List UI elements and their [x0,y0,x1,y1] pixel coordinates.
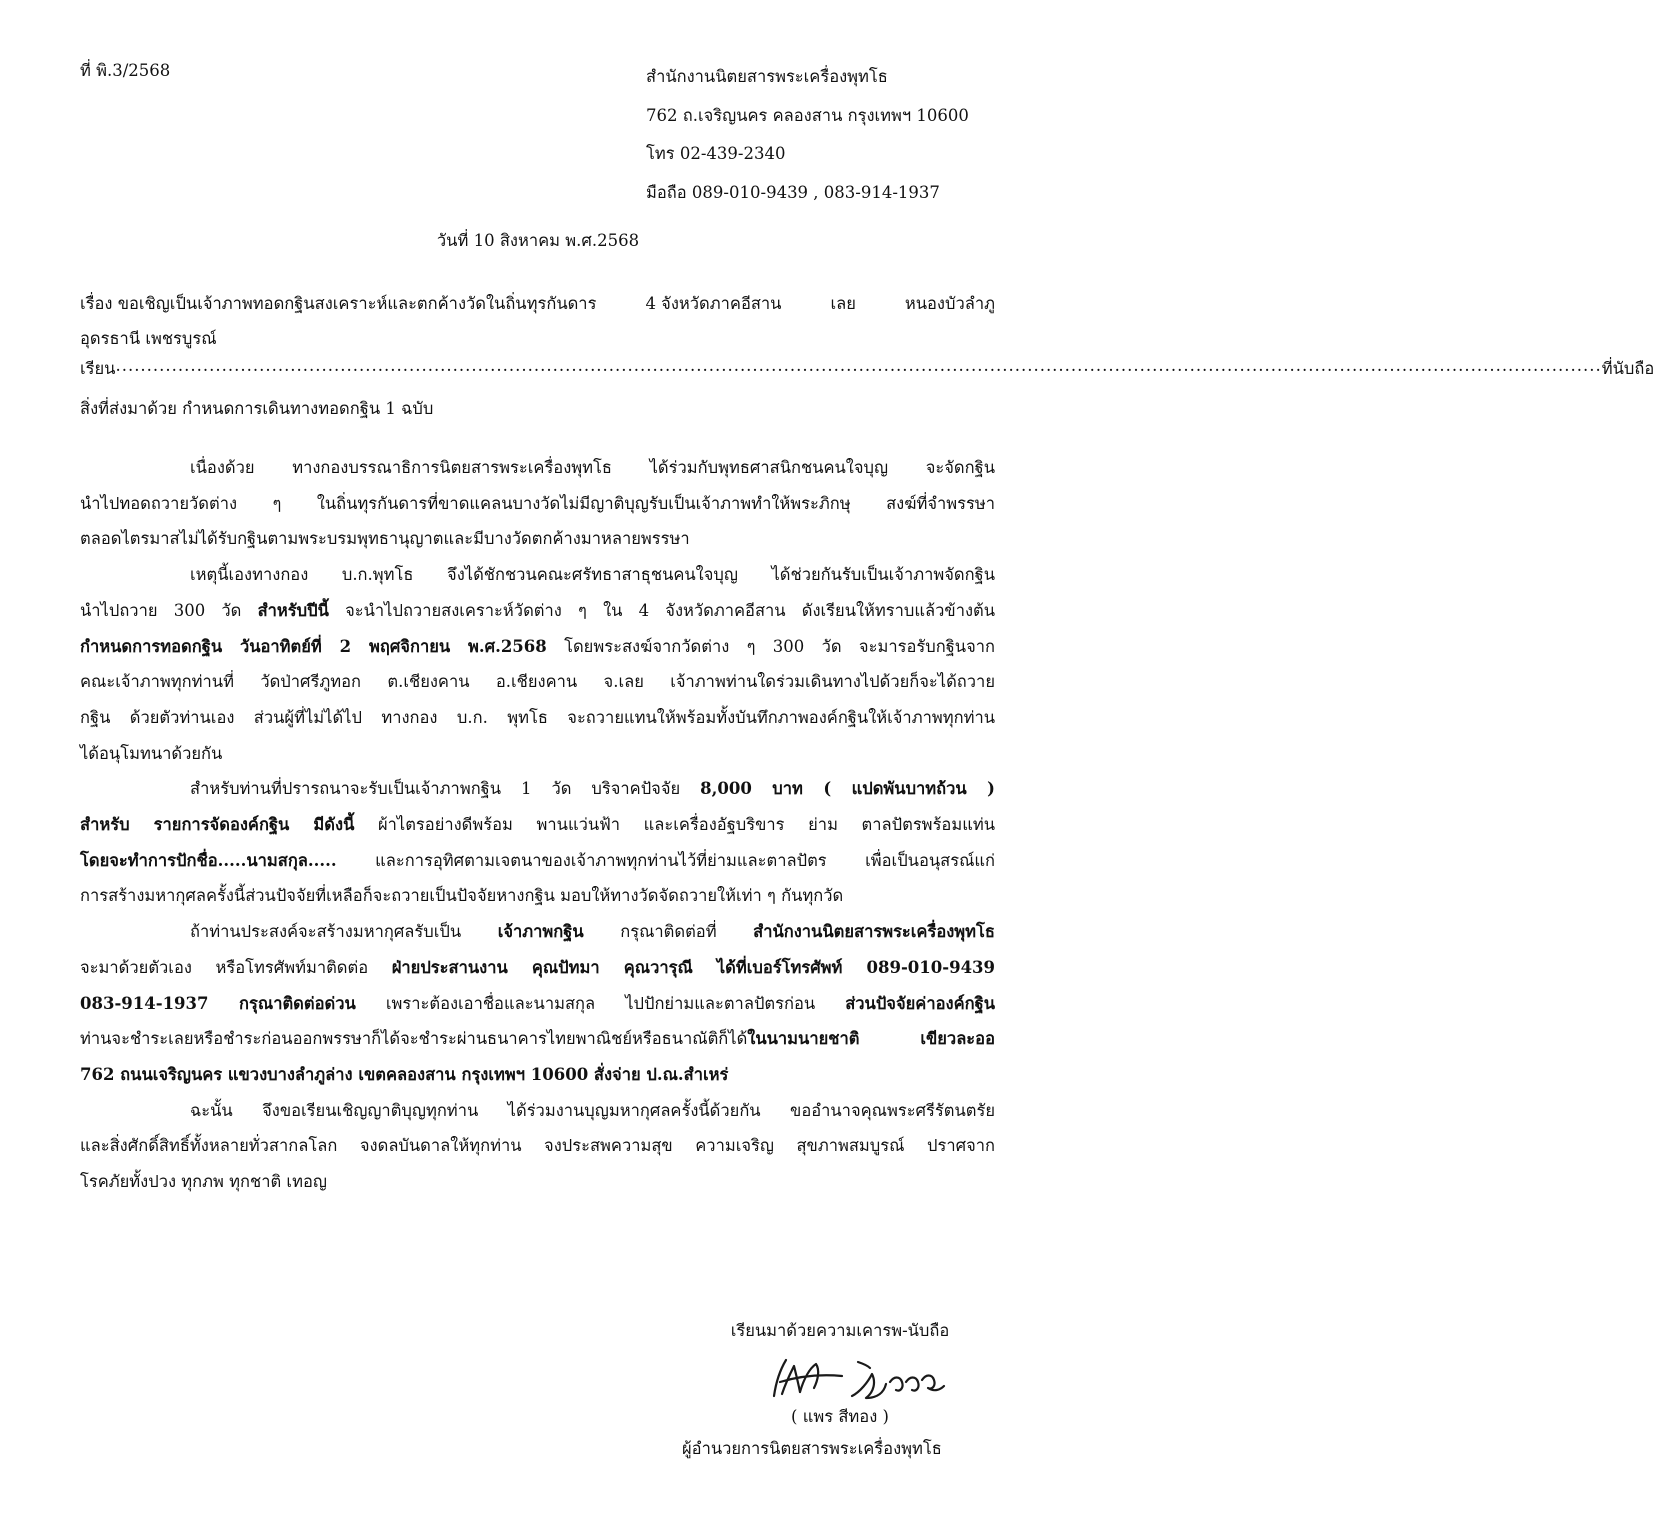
salutation-suffix: ที่นับถือ [1601,359,1654,378]
p3-line-1 [80,771,995,807]
p2-l2-c: จะนำไปถวายสงเคราะห์วัดต่าง ๆ ใน 4 จังหวัดภาคอีสาน ดังเรียนให้ทราบแล้วข้างต้น [345,600,996,620]
p4-l1-a: ถ้าท่านประสงค์จะสร้างมหากุศลรับเป็น [190,922,462,942]
p2-l2-a: นำไปถวาย 300 วัด [80,600,242,620]
reference-number: ที่ พิ.3/2568 [80,61,171,80]
salutation [80,356,1654,382]
subject-province-loei: เลย [830,294,856,313]
subject-main: เรื่อง ขอเชิญเป็นเจ้าภาพทอดกฐินสงเคราะห์และตกค้างวัดในถิ่นทุรกันดาร [80,294,597,313]
p2-line-3 [80,629,995,665]
p2-line-4: คณะเจ้าภาพทุกท่านที่ วัดป่าศรีภูทอก ต.เชียงคาน อ.เชียงคาน จ.เลย เจ้าภาพท่านใดร่วมเดินทางไปด้วยก็จะได้ถวาย [80,672,995,692]
p1-line-1: เนื่องด้วย ทางกองบรรณาธิการนิตยสารพระเครื่องพุทโธ ได้ร่วมกับพุทธศาสนิกชนคนใจบุญ จะจัดกฐิน [190,458,995,477]
signer-title: ผู้อำนวยการนิตยสารพระเครื่องพุทโธ [682,1439,942,1458]
org-name: สำนักงานนิตยสารพระเครื่องพุทโธ [646,67,888,86]
p4-line-1 [80,914,995,950]
p1-line-3: ตลอดไตรมาสไม่ได้รับกฐินตามพระบรมพุทธานุญาตและมีบางวัดตกค้างมาหลายพรรษา [80,529,690,549]
org-address: 762 ถ.เจริญนคร คลองสาน กรุงเทพฯ 10600 [646,105,969,125]
p4-l1-c: กรุณาติดต่อที่ [620,922,717,942]
letter-date: วันที่ 10 สิงหาคม พ.ศ.2568 [436,231,640,250]
p3-l3-bold: โดยจะทำการปักชื่อ.....นามสกุล..... [80,850,337,870]
p2-line-5: กฐิน ด้วยตัวท่านเอง ส่วนผู้ที่ไม่ได้ไป ทางกอง บ.ก. พุทโธ จะถวายแทนให้พร้อมทั้งบันทึกภาพองค์กฐินให้เจ้าภาพทุกท่าน [80,707,995,727]
p2-line-2 [80,593,995,629]
org-phone: โทร 02-439-2340 [646,144,786,163]
p4-line-4 [80,1021,995,1057]
closing-phrase: เรียนมาด้วยความเคารพ-นับถือ [730,1321,950,1340]
p2-l3-bold: กำหนดการทอดกฐิน วันอาทิตย์ที่ 2 พฤศจิกายน พ.ศ.2568 [80,636,547,656]
salutation-dots: .............................................................................................................................................................................................................................................. [115,356,1602,375]
subject-line-2: อุดรธานี เพชรบูรณ์ [80,329,217,348]
letter-body [80,450,995,1200]
p3-line-2 [80,807,995,843]
p4-line-5: 762 ถนนเจริญนคร แขวงบางลำภูล่าง เขตคลองสาน กรุงเทพฯ 10600 สั่งจ่าย ป.ณ.สำเหร่ [80,1064,729,1084]
p4-l1-org-bold: สำนักงานนิตยสารพระเครื่องพุทโธ [753,922,995,942]
p4-l2-a: จะมาด้วยตัวเอง หรือโทรศัพท์มาติดต่อ [80,957,369,977]
p2-l3-b: โดยพระสงฆ์จากวัดต่าง ๆ 300 วัด จะมารอรับกฐินจาก [564,636,996,656]
p4-line-3 [80,986,995,1022]
organization-address-block [646,58,969,212]
org-mobile: มือถือ 089-010-9439 , 083-914-1937 [646,182,940,202]
subject [80,286,995,356]
p2-l2-bold: สำหรับปีนี้ [257,600,329,620]
p4-line-2 [80,950,995,986]
p4-l3-c-bold: ส่วนปัจจัยค่าองค์กฐิน [845,993,995,1013]
p3-l2-bold: สำหรับ รายการจัดองค์กฐิน มีดังนี้ [80,815,355,835]
p2-line-6: ได้อนุโมทนาด้วยกัน [80,743,223,763]
subject-line-1 [80,286,995,321]
subject-province-nongbualamphu: หนองบัวลำภู [904,294,995,313]
p4-l4-a: ท่านจะชำระเลยหรือชำระก่อนออกพรรษาก็ได้จะชำระผ่านธนาคารไทยพาณิชย์หรือธนาณัติก็ได้ [80,1029,748,1049]
subject-region: 4 จังหวัดภาคอีสาน [645,294,782,313]
p3-l2-b: ผ้าไตรอย่างดีพร้อม พานแว่นฟ้า และเครื่องอัฐบริขาร ย่าม ตาลปัตรพร้อมแท่น [377,815,996,835]
p5-line-2: และสิ่งศักดิ์สิทธิ์ทั้งหลายทั่วสากลโลก จงดลบันดาลให้ทุกท่าน จงประสพความสุข ความเจริญ สุขภาพสมบูรณ์ ปราศจาก [80,1136,995,1156]
p5-line-3: โรคภัยทั้งปวง ทุกภพ ทุกชาติ เทอญ [80,1172,327,1192]
paragraph-3 [80,771,995,914]
p3-line-4: การสร้างมหากุศลครั้งนี้ส่วนปัจจัยที่เหลือก็จะถวายเป็นปัจจัยหางกฐิน มอบให้ทางวัดจัดถวายให้เท่า ๆ กันทุกวัด [80,886,844,906]
paragraph-2 [80,557,995,771]
p4-l3-bold: 083-914-1937 กรุณาติดต่อด่วน [80,993,356,1013]
signature-image [760,1352,950,1408]
p4-l3-b: เพราะต้องเอาชื่อและนามสกุล ไปปักย่ามและตาลปัตรก่อน [385,993,816,1013]
p5-line-1: ฉะนั้น จึงขอเรียนเชิญญาติบุญทุกท่าน ได้ร่วมงานบุญมหากุศลครั้งนี้ด้วยกัน ขออำนาจคุณพระศรีรัตนตรัย [190,1100,995,1120]
paragraph-1 [80,450,995,557]
p2-line-1: เหตุนี้เองทางกอง บ.ก.พุทโธ จึงได้ชักชวนคณะศรัทธาสาธุชนคนใจบุญ ได้ช่วยกันรับเป็นเจ้าภาพจัดกฐิน [190,565,995,585]
paragraph-4 [80,914,995,1093]
paragraph-5 [80,1093,995,1200]
signer-name: ( แพร สีทอง ) [791,1407,889,1426]
enclosure: สิ่งที่ส่งมาด้วย กำหนดการเดินทางทอดกฐิน 1 ฉบับ [80,399,434,418]
p3-l3-b: และการอุทิศตามเจตนาของเจ้าภาพทุกท่านไว้ที่ย่ามและตาลปัตร เพื่อเป็นอนุสรณ์แก่ [375,850,995,870]
p1-line-2: นำไปทอดถวายวัดต่าง ๆ ในถิ่นทุรกันดารที่ขาดแคลนบางวัดไม่มีญาติบุญรับเป็นเจ้าภาพทำให้พระภิกษุ สงฆ์ที่จำพรรษา [80,493,995,513]
p3-l1-bold: 8,000 บาท ( แปดพันบาทถ้วน ) [700,779,995,799]
p3-line-3 [80,843,995,879]
p3-l1-a: สำหรับท่านที่ปรารถนาจะรับเป็นเจ้าภาพกฐิน 1 วัด บริจาคปัจจัย [190,779,681,799]
p4-l2-bold: ฝ่ายประสานงาน คุณปัทมา คุณวารุณี ได้ที่เบอร์โทรศัพท์ 089-010-9439 [391,957,996,977]
salutation-label: เรียน [80,359,116,378]
p4-l1-bold: เจ้าภาพกฐิน [497,922,584,942]
p4-l4-bold: ในนามนายชาติ เขียวละออ [747,1029,995,1049]
